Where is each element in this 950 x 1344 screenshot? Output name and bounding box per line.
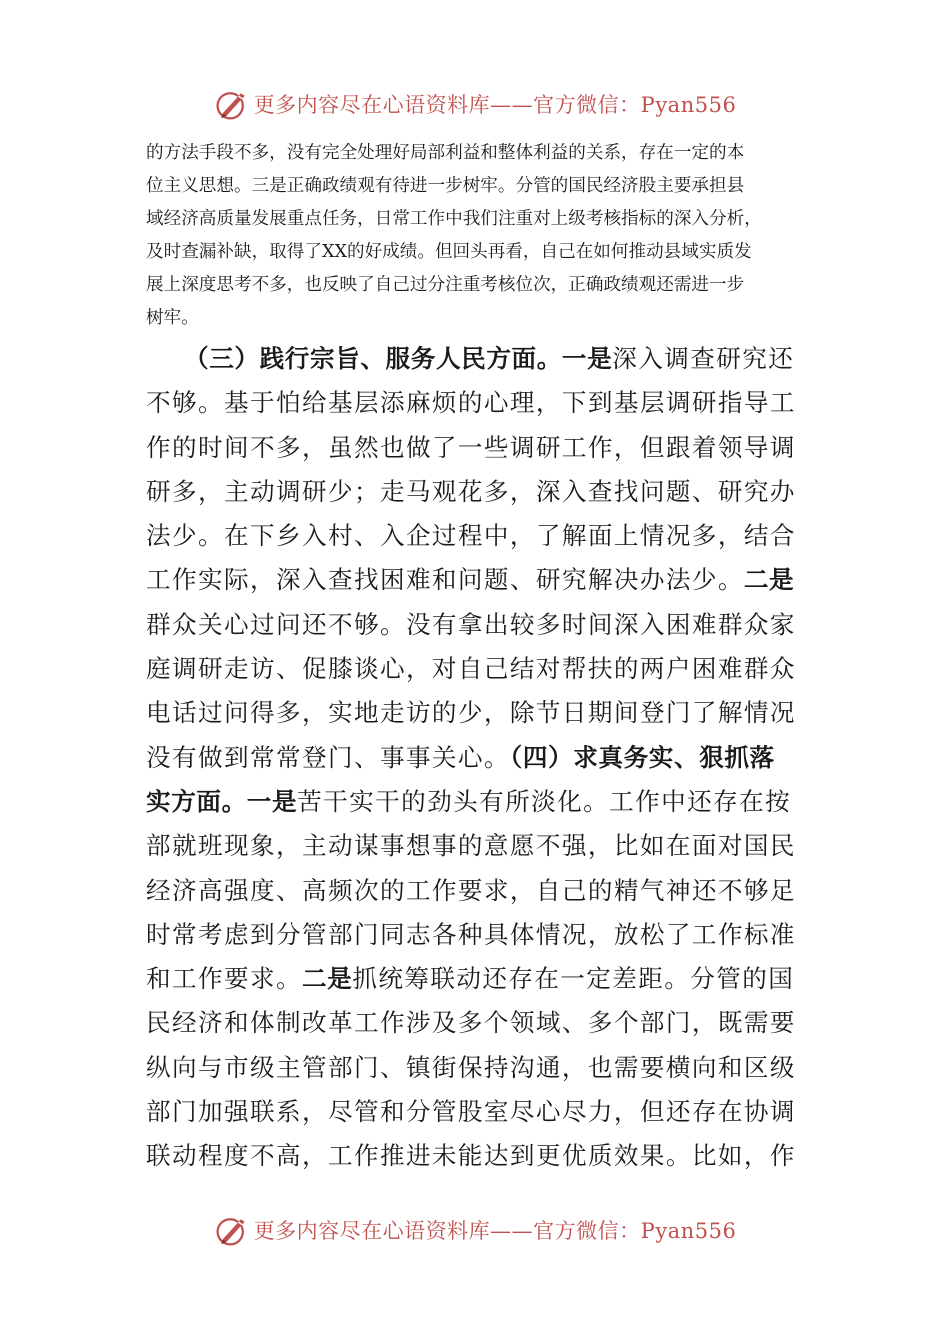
text-line: 位主义思想。三是正确政绩观有待进一步树牢。分管的国民经济股主要承担县: [146, 176, 745, 196]
watermark-text: 更多内容尽在心语资料库——官方微信：Pyan556: [253, 93, 737, 117]
text-line: 部就班现象，主动谋事想事的意愿不强，比如在面对国民: [146, 831, 796, 861]
text-line: 电话过问得多，实地走访的少，除节日期间登门了解情况: [146, 698, 796, 728]
text-line: 纵向与市级主管部门、镇街保持沟通，也需要横向和区级: [146, 1052, 796, 1082]
text-line: 时常考虑到分管部门同志各种具体情况，放松了工作标准: [146, 919, 796, 949]
text-line: 部门加强联系，尽管和分管股室尽心尽力，但还存在协调: [146, 1097, 796, 1127]
text-line: 庭调研走访、促膝谈心，对自己结对帮扶的两户困难群众: [146, 654, 796, 684]
text-line: 实方面。一是苦干实干的劲头有所淡化。工作中还存在按: [146, 786, 792, 816]
pen-logo-icon: [214, 1212, 250, 1248]
section-heading: （三）践行宗旨、服务人民方面。一是: [184, 344, 613, 373]
text-line: 民经济和体制改革工作涉及多个领域、多个部门，既需要: [146, 1008, 796, 1038]
section-heading: （四）求真务实、狠抓落: [509, 742, 775, 772]
section-heading: 实方面。一是: [146, 786, 298, 816]
text-line: 工作实际，深入查找困难和问题、研究解决办法少。二是: [146, 565, 795, 595]
text-line: 群众关心过问还不够。没有拿出较多时间深入困难群众家: [146, 609, 796, 639]
text-line: 的方法手段不多，没有完全处理好局部利益和整体利益的关系，存在一定的本: [146, 143, 745, 163]
text-line: 没有做到常常登门、事事关心。（四）求真务实、狠抓落: [146, 742, 775, 772]
text-line: 和工作要求。二是抓统筹联动还存在一定差距。分管的国: [146, 964, 795, 994]
text-line: 经济高强度、高频次的工作要求，自己的精气神还不够足: [146, 875, 796, 905]
emphasis-text: 二是: [301, 964, 353, 994]
text-line: 展上深度思考不多，也反映了自己过分注重考核位次，正确政绩观还需进一步: [146, 275, 745, 295]
text-line: 联动程度不高，工作推进未能达到更优质效果。比如，作: [146, 1141, 796, 1171]
text-line: 及时查漏补缺，取得了XX的好成绩。但回头再看，自己在如何推动县域实质发: [146, 242, 752, 262]
text-line: 作的时间不多，虽然也做了一些调研工作，但跟着领导调: [146, 432, 796, 462]
text-line: 法少。在下乡入村、入企过程中，了解面上情况多，结合: [146, 521, 796, 551]
emphasis-text: 二是: [743, 565, 795, 595]
watermark-text: 更多内容尽在心语资料库——官方微信：Pyan556: [253, 1219, 737, 1243]
text-line: 研多，主动调研少；走马观花多，深入查找问题、研究办: [146, 476, 796, 506]
text-line: 域经济高质量发展重点任务，日常工作中我们注重对上级考核指标的深入分析，: [146, 209, 762, 229]
footer-watermark: [0, 1208, 950, 1252]
pen-logo-icon: [214, 86, 250, 122]
text-line: （三）践行宗旨、服务人民方面。一是深入调查研究还: [184, 344, 795, 373]
intro-paragraph: [146, 137, 814, 335]
header-watermark: [0, 82, 950, 126]
body-paragraph: [146, 337, 814, 1179]
text-line: 树牢。: [146, 308, 199, 328]
text-line: 不够。基于怕给基层添麻烦的心理，下到基层调研指导工: [146, 388, 796, 418]
